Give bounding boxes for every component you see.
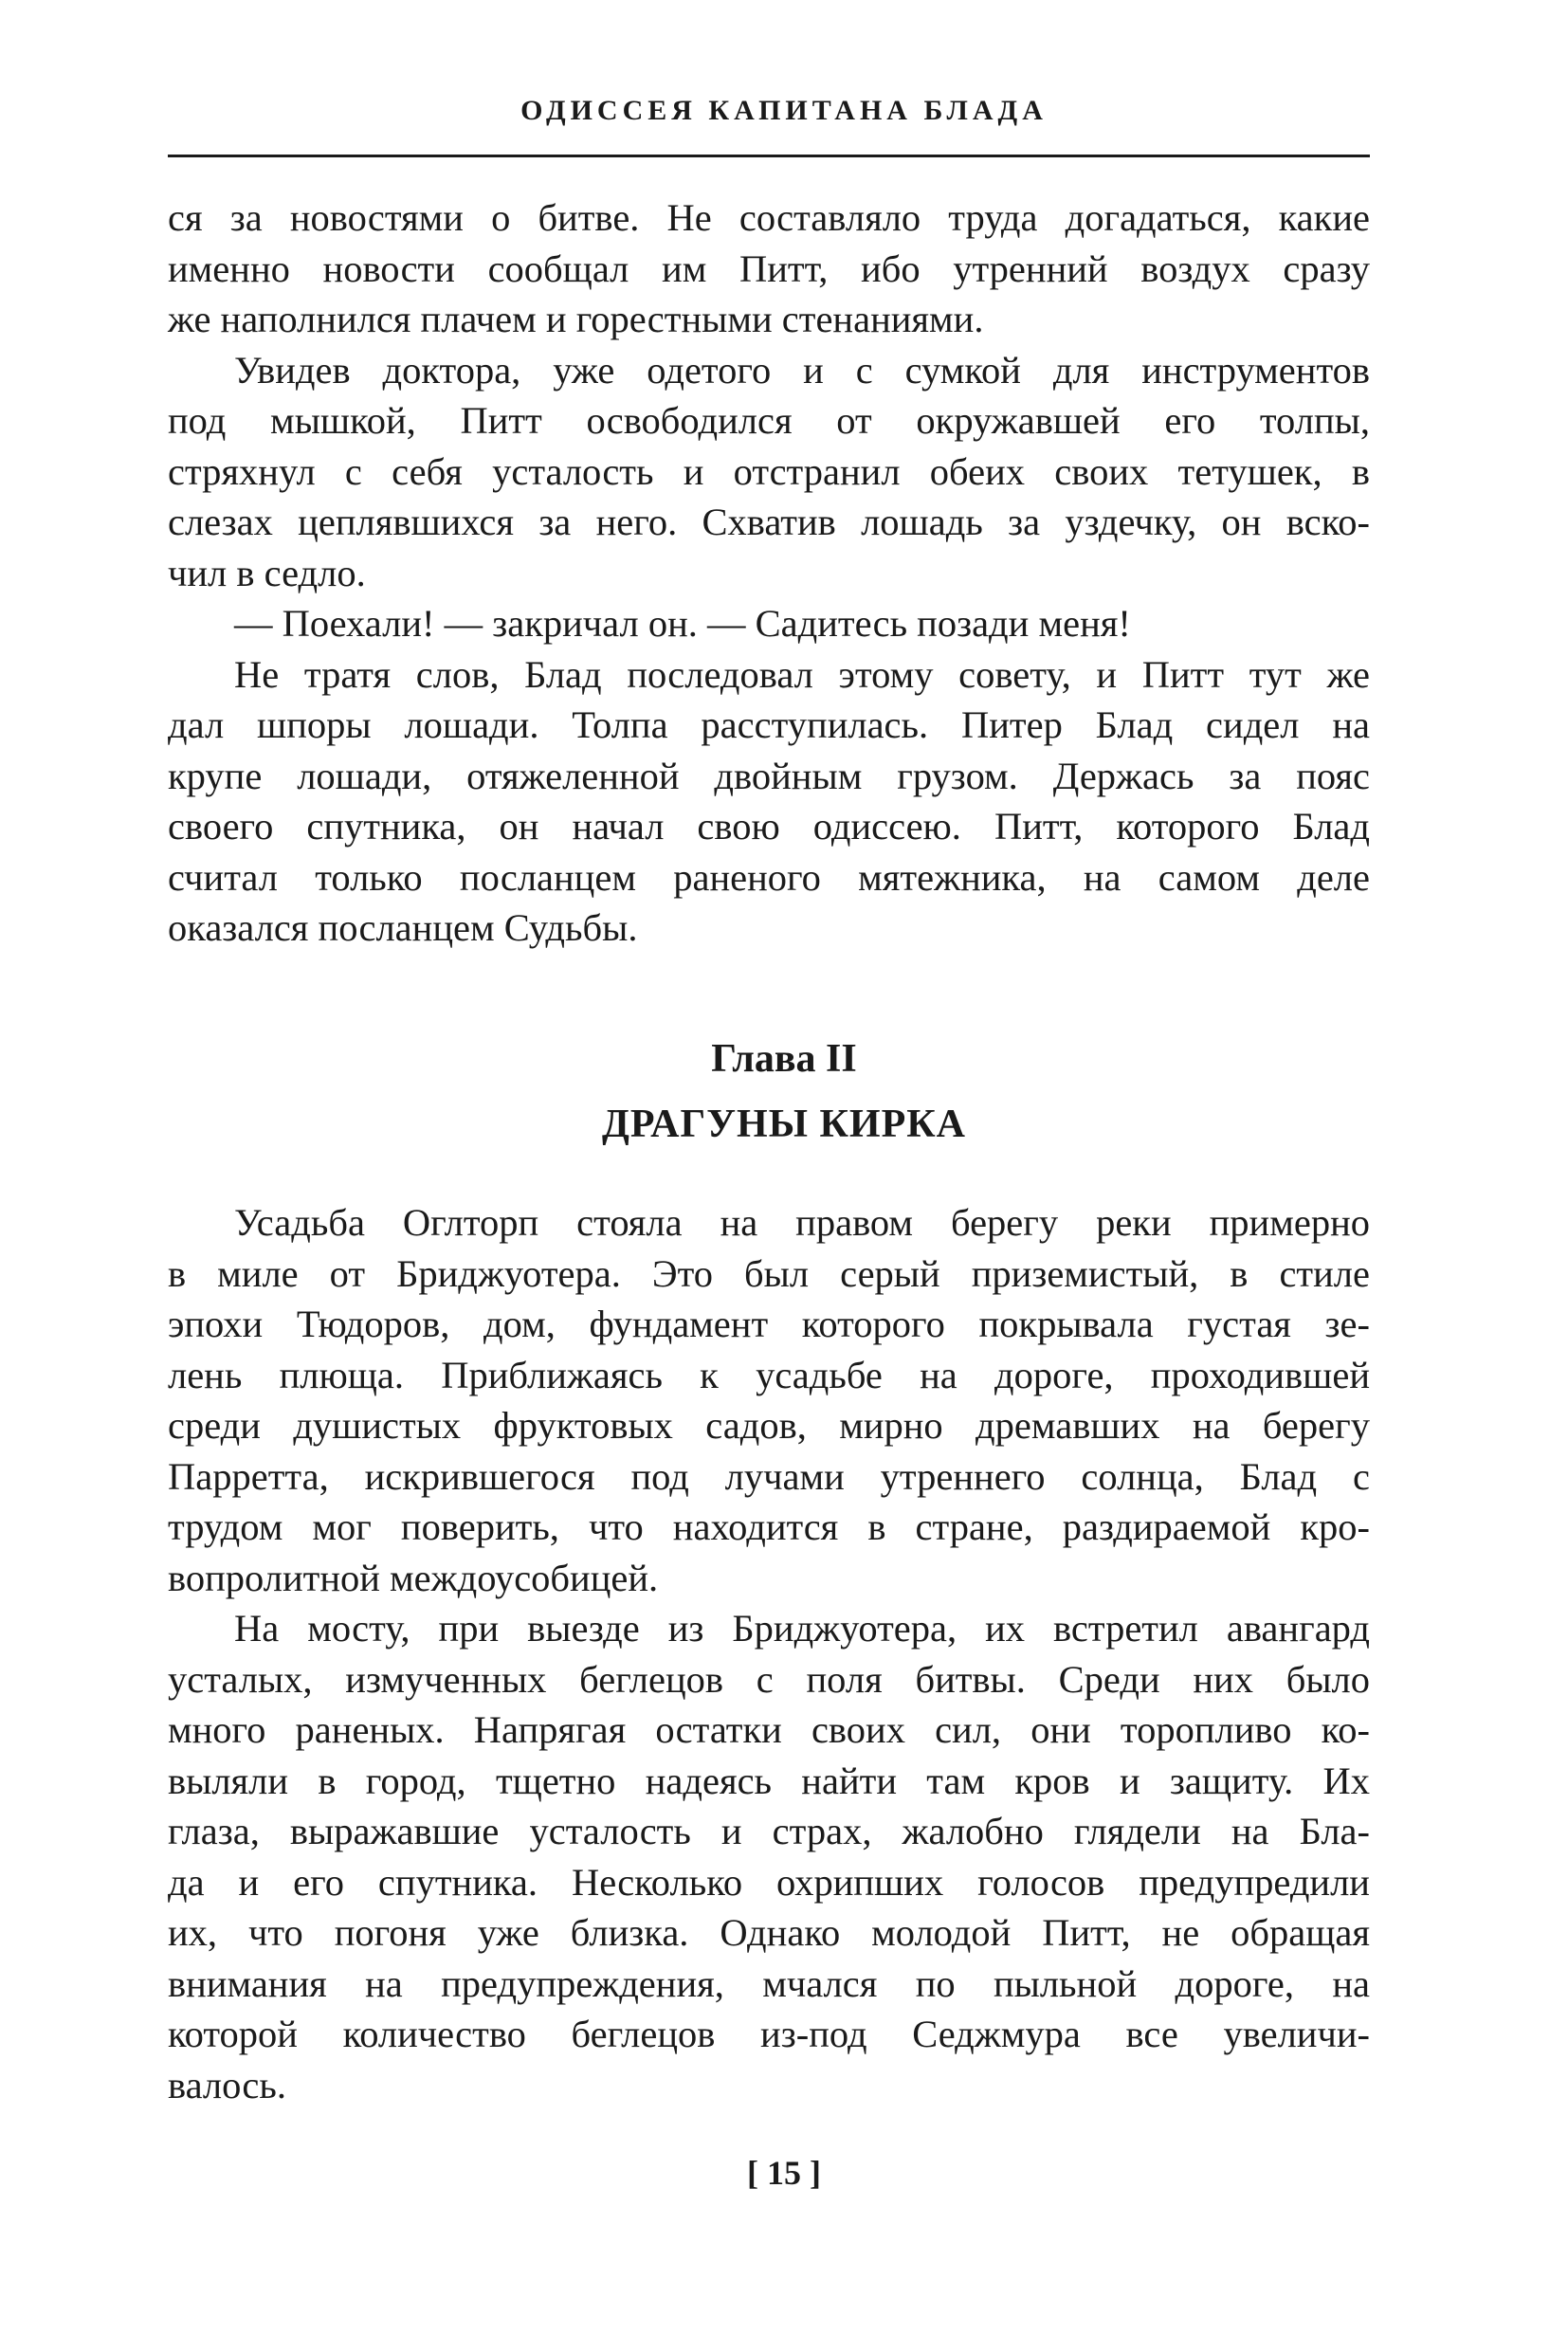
text-line: ся за новостями о битве. Не составляло труда догадаться, какие [168,196,1370,239]
text-line: Усадьба Оглторп стояла на правом берегу реки примерно [234,1201,1370,1244]
text-line: Парретта, искрившегося под лучами утреннего солнца, Блад с [168,1454,1370,1498]
text-line: оказался посланцем Судьбы. [168,906,638,949]
text-line: под мышкой, Питт освободился от окружавшей его толпы, [168,399,1370,442]
text-line: много раненых. Напрягая остатки своих сил, они торопливо ко- [168,1708,1370,1751]
text-line: внимания на предупреждения, мчался по пыльной дороге, на [168,1961,1370,2005]
text-line: усталых, измученных беглецов с поля битвы. Среди них было [168,1657,1370,1701]
text-line: Не тратя слов, Блад последовал этому совету, и Питт тут же [234,652,1370,696]
text-line: Увидев доктора, уже одетого и с сумкой для инструментов [234,348,1370,392]
text-line: — Поехали! — закричал он. — Садитесь позади меня! [234,602,1131,645]
chapter-title: ДРАГУНЫ КИРКА [601,1103,967,1146]
text-line: своего спутника, он начал свою одиссею. Питт, которого Блад [168,805,1370,848]
text-line: слезах цеплявшихся за него. Схватив лошадь за уздечку, он вско- [168,501,1370,543]
text-line: дал шпоры лошади. Толпа расступилась. Питер Блад сидел на [168,703,1370,746]
text-line: их, что погоня уже близка. Однако молодой Питт, не обращая [168,1911,1370,1954]
text-line: чил в седло. [168,551,366,594]
text-block-top [168,192,1370,954]
text-line: считал только посланцем раненого мятежника, на самом деле [168,855,1370,899]
text-line: глаза, выражавшие усталость и страх, жалобно глядели на Бла- [168,1810,1370,1852]
running-header: ОДИССЕЯ КАПИТАНА БЛАДА [520,95,1048,126]
text-line: валось. [168,2063,286,2106]
text-line: которой количество беглецов из-под Седжмура все увеличи- [168,2013,1370,2055]
text-line: стряхнул с себя усталость и отстранил обеих своих тетушек, в [168,449,1370,493]
text-line: выляли в город, тщетно надеясь найти там кров и защиту. Их [168,1759,1370,1802]
text-line: лень плюща. Приближаясь к усадьбе на дороге, проходившей [168,1353,1370,1396]
text-line: вопролитной междоусобицей. [168,1556,659,1599]
text-line: трудом мог поверить, что находится в стране, раздираемой кро- [168,1505,1370,1548]
text-line: эпохи Тюдоров, дом, фундамент которого покрывала густая зе- [168,1303,1370,1345]
text-block-bottom [168,1197,1370,2110]
text-line: же наполнился плачем и горестными стенаниями. [168,298,984,340]
text-line: именно новости сообщал им Питт, ибо утренний воздух сразу [168,246,1370,290]
text-line: среди душистых фруктовых садов, мирно дремавших на берегу [168,1404,1370,1447]
page-number: [ 15 ] [747,2154,821,2192]
header-rule [168,155,1370,157]
text-line: На мосту, при выезде из Бриджуотера, их встретил авангард [234,1607,1370,1650]
chapter-number: Глава II [711,1037,857,1081]
text-line: да и его спутника. Несколько охрипших голосов предупредили [168,1860,1370,1904]
text-line: крупе лошади, отяжеленной двойным грузом. Держась за пояс [168,754,1370,797]
text-line: в миле от Бриджуотера. Это был серый приземистый, в стиле [168,1251,1370,1295]
